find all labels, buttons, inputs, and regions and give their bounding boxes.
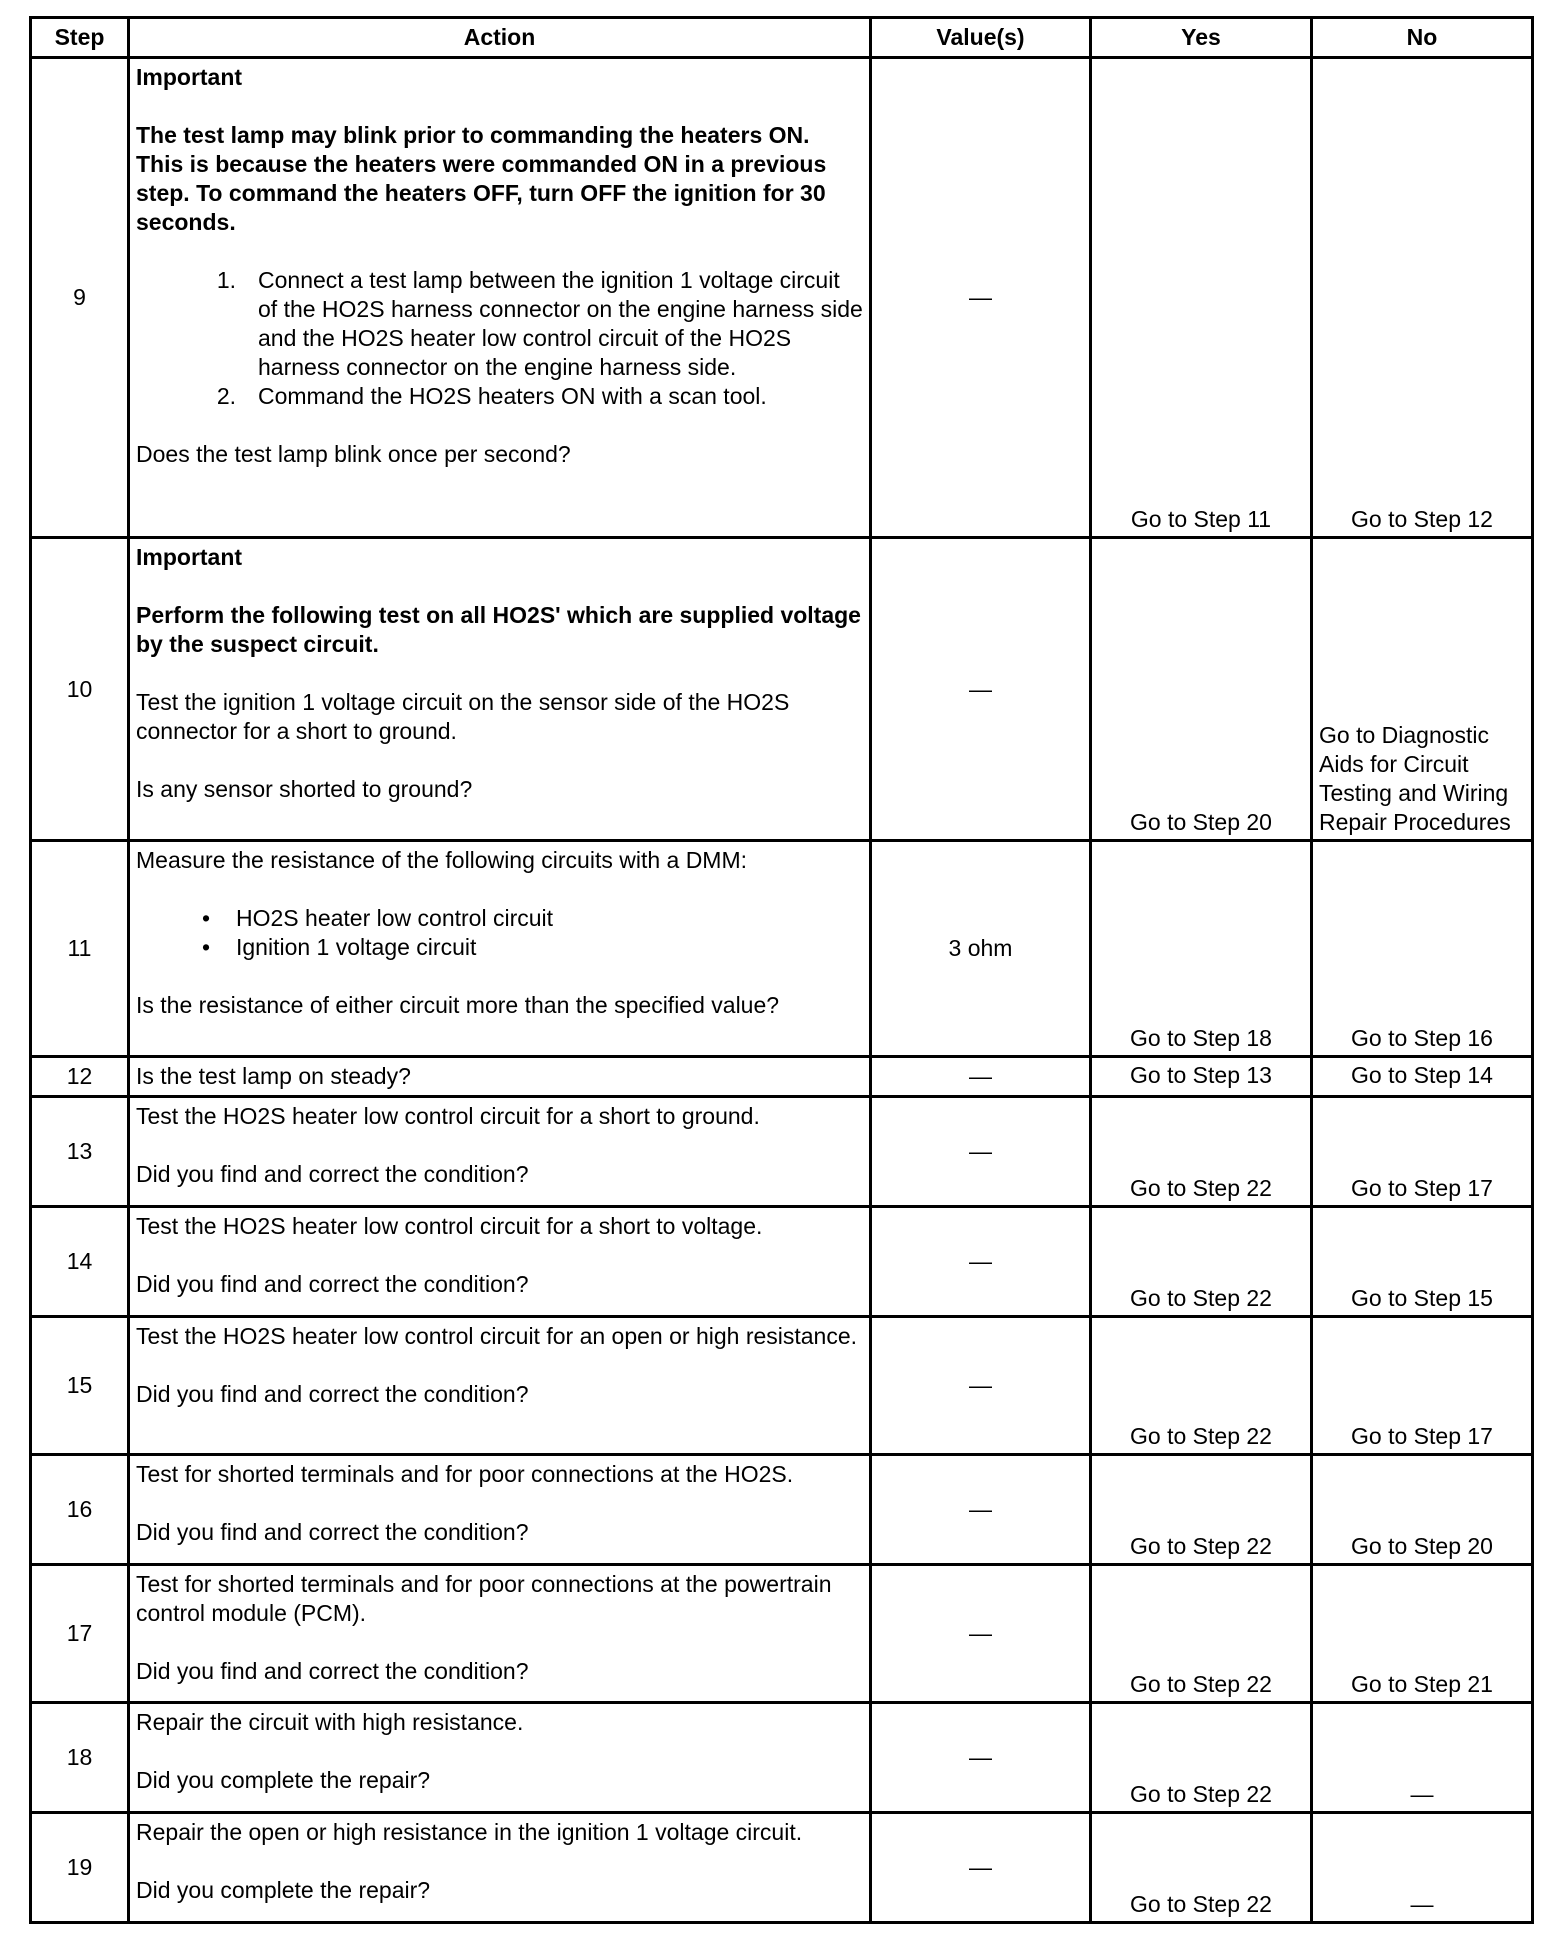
action-cell xyxy=(129,841,871,1057)
no-cell: — xyxy=(1312,1703,1533,1813)
no-cell: Go to Step 20 xyxy=(1312,1455,1533,1565)
no-cell: Go to Step 17 xyxy=(1312,1097,1533,1207)
table-row xyxy=(31,538,1533,841)
question: Is any sensor shorted to ground? xyxy=(136,776,473,802)
diagnostic-steps-table xyxy=(29,16,1534,1924)
important-text: Perform the following test on all HO2S' which are supplied voltage by the suspect circuit. xyxy=(136,602,861,657)
action-text: Repair the open or high resistance in the ignition 1 voltage circuit. xyxy=(136,1819,803,1845)
step-number: 17 xyxy=(31,1565,129,1703)
header-values: Value(s) xyxy=(871,18,1091,58)
action-text: Test the ignition 1 voltage circuit on the sensor side of the HO2S connector for a short to ground. xyxy=(136,689,790,744)
action-text: Test the HO2S heater low control circuit for a short to voltage. xyxy=(136,1213,763,1239)
value-cell: — xyxy=(871,538,1091,841)
no-cell: Go to Step 12 xyxy=(1312,58,1533,538)
yes-cell: Go to Step 22 xyxy=(1091,1813,1312,1923)
action-cell xyxy=(129,1813,871,1923)
yes-cell: Go to Step 22 xyxy=(1091,1097,1312,1207)
header-no: No xyxy=(1312,18,1533,58)
action-text: Test for shorted terminals and for poor connections at the HO2S. xyxy=(136,1461,794,1487)
value-cell: — xyxy=(871,1565,1091,1703)
step-number: 14 xyxy=(31,1207,129,1317)
step-number: 9 xyxy=(31,58,129,538)
header-yes: Yes xyxy=(1091,18,1312,58)
list-item: 2. Command the HO2S heaters ON with a scan tool. xyxy=(216,383,767,409)
yes-cell: Go to Step 22 xyxy=(1091,1455,1312,1565)
procedure-list xyxy=(136,266,863,411)
action-cell xyxy=(129,1565,871,1703)
value-cell: — xyxy=(871,1207,1091,1317)
yes-cell: Go to Step 22 xyxy=(1091,1565,1312,1703)
table-row xyxy=(31,1317,1533,1455)
table-row xyxy=(31,1097,1533,1207)
action-text: Repair the circuit with high resistance. xyxy=(136,1709,524,1735)
step-number: 13 xyxy=(31,1097,129,1207)
step-number: 15 xyxy=(31,1317,129,1455)
list-item: 1. Connect a test lamp between the ignition 1 voltage circuit of the HO2S harness connector on the engine harness side and the HO2S heater low control circuit of the HO2S harness connector on the engine harness side. xyxy=(216,267,863,380)
step-number: 11 xyxy=(31,841,129,1057)
table-row xyxy=(31,1057,1533,1097)
action-text: Test the HO2S heater low control circuit for an open or high resistance. xyxy=(136,1323,858,1349)
action-text: Measure the resistance of the following circuits with a DMM: xyxy=(136,847,748,873)
action-cell xyxy=(129,1057,871,1097)
action-cell xyxy=(129,58,871,538)
action-cell xyxy=(129,538,871,841)
question: Did you complete the repair? xyxy=(136,1767,431,1793)
no-cell: Go to Step 14 xyxy=(1312,1057,1533,1097)
yes-cell: Go to Step 18 xyxy=(1091,841,1312,1057)
yes-cell: Go to Step 22 xyxy=(1091,1207,1312,1317)
table-row xyxy=(31,58,1533,538)
question: Did you find and correct the condition? xyxy=(136,1658,529,1684)
yes-cell: Go to Step 22 xyxy=(1091,1703,1312,1813)
value-cell: — xyxy=(871,1703,1091,1813)
action-cell xyxy=(129,1317,871,1455)
question: Did you find and correct the condition? xyxy=(136,1381,529,1407)
question: Did you find and correct the condition? xyxy=(136,1271,529,1297)
value-cell: — xyxy=(871,58,1091,538)
value-cell: — xyxy=(871,1057,1091,1097)
question: Did you find and correct the condition? xyxy=(136,1519,529,1545)
no-cell: — xyxy=(1312,1813,1533,1923)
question: Is the resistance of either circuit more than the specified value? xyxy=(136,992,780,1018)
header-action: Action xyxy=(129,18,871,58)
table-row xyxy=(31,1455,1533,1565)
important-text: The test lamp may blink prior to commanding the heaters ON. This is because the heaters were commanded ON in a previous step. To command the heaters OFF, turn OFF the ignition for 30 seconds. xyxy=(136,122,827,235)
table-row xyxy=(31,1813,1533,1923)
yes-cell: Go to Step 20 xyxy=(1091,538,1312,841)
table-row xyxy=(31,1565,1533,1703)
list-item: • Ignition 1 voltage circuit xyxy=(201,934,477,960)
step-number: 18 xyxy=(31,1703,129,1813)
step-number: 10 xyxy=(31,538,129,841)
value-cell: — xyxy=(871,1455,1091,1565)
list-item: • HO2S heater low control circuit xyxy=(201,905,554,931)
action-cell xyxy=(129,1207,871,1317)
action-cell xyxy=(129,1703,871,1813)
yes-cell: Go to Step 22 xyxy=(1091,1317,1312,1455)
no-cell: Go to Step 21 xyxy=(1312,1565,1533,1703)
yes-cell: Go to Step 13 xyxy=(1091,1057,1312,1097)
action-cell xyxy=(129,1097,871,1207)
question: Did you find and correct the condition? xyxy=(136,1161,529,1187)
action-text: Test for shorted terminals and for poor connections at the powertrain control module (PCM). xyxy=(136,1571,832,1626)
no-cell: Go to Step 17 xyxy=(1312,1317,1533,1455)
no-cell: Go to Diagnostic Aids for Circuit Testing and Wiring Repair Procedures xyxy=(1312,538,1533,841)
value-cell: — xyxy=(871,1097,1091,1207)
step-number: 12 xyxy=(31,1057,129,1097)
value-cell: — xyxy=(871,1813,1091,1923)
yes-cell: Go to Step 11 xyxy=(1091,58,1312,538)
table-row xyxy=(31,1703,1533,1813)
question: Is the test lamp on steady? xyxy=(136,1063,411,1089)
important-title: Important xyxy=(136,544,243,570)
step-number: 19 xyxy=(31,1813,129,1923)
no-cell: Go to Step 16 xyxy=(1312,841,1533,1057)
step-number: 16 xyxy=(31,1455,129,1565)
question: Does the test lamp blink once per second? xyxy=(136,441,571,467)
value-cell: — xyxy=(871,1317,1091,1455)
table-row xyxy=(31,841,1533,1057)
no-cell: Go to Step 15 xyxy=(1312,1207,1533,1317)
value-cell: 3 ohm xyxy=(871,841,1091,1057)
action-text: Test the HO2S heater low control circuit for a short to ground. xyxy=(136,1103,760,1129)
header-row xyxy=(31,18,1533,58)
action-cell xyxy=(129,1455,871,1565)
question: Did you complete the repair? xyxy=(136,1877,431,1903)
circuit-list xyxy=(136,904,863,962)
table-row xyxy=(31,1207,1533,1317)
important-title: Important xyxy=(136,64,243,90)
header-step: Step xyxy=(31,18,129,58)
